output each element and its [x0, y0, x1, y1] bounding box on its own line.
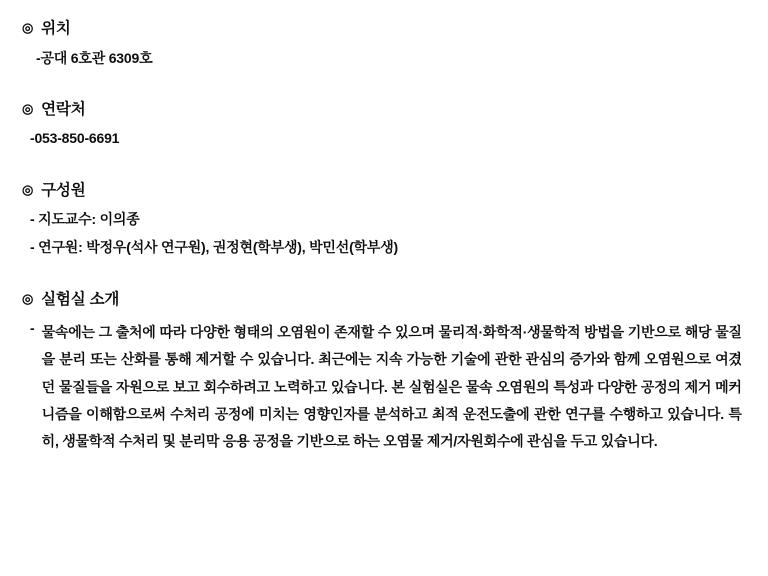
dash-marker-icon: -	[30, 320, 35, 337]
section-heading-lab-intro	[22, 291, 742, 310]
double-circle-bullet-icon: ◎	[22, 20, 34, 35]
contact-phone-line: -053-850-6691	[30, 130, 120, 147]
spacer	[22, 67, 742, 101]
spacer	[22, 228, 742, 238]
location-address-line: -공대 6호관 6309호	[36, 49, 153, 66]
spacer	[22, 257, 742, 291]
section-lab-intro	[22, 291, 742, 456]
spacer	[22, 119, 742, 129]
section-title-text: 위치	[41, 20, 71, 37]
lab-intro-paragraph-block	[30, 319, 742, 455]
double-circle-bullet-icon: ◎	[22, 181, 34, 197]
spacer	[22, 39, 742, 49]
section-title-text: 실험실 소개	[41, 290, 120, 308]
section-heading-contact	[22, 101, 742, 120]
spacer	[22, 148, 742, 182]
spacer	[22, 200, 742, 210]
section-title-text: 연락처	[41, 100, 86, 118]
lab-intro-paragraph-text: 물속에는 그 출처에 따라 다양한 형태의 오염원이 존재할 수 있으며 물리적·화학적·생물학적 방법을 기반으로 해당 물질을 분리 또는 산화를 통해 제거할 수 있습니다. 최근에는 지속 가능한 기술에 관한 관심의 증가와 함께 오염원으로 여겼던 물질들을 자원으로 보고 회수하려고 노력하고 있습니다. 본 실험실은 물속 오염원의 특성과 다양한 공정의 제거 메커니즘을 이해함으로써 수처리 공정에 미치는 영향인자를 분석하고 최적 운전도출에 관한 연구를 수행하고 있습니다. 특히, 생물학적 수처리 및 분리막 응용 공정을 기반으로 하는 오염물 제거/자원회수에 관심을 두고 있습니다.	[41, 324, 742, 450]
section-location	[22, 20, 742, 67]
section-contact	[22, 101, 742, 148]
member-researchers-line: - 연구원: 박정우(석사 연구원), 권정현(학부생), 박민선(학부생)	[30, 239, 398, 256]
double-circle-bullet-icon: ◎	[22, 290, 34, 306]
section-heading-members	[22, 182, 742, 201]
member-advisor-line: - 지도교수: 이의종	[30, 211, 140, 228]
double-circle-bullet-icon: ◎	[22, 100, 34, 116]
section-title-text: 구성원	[41, 181, 86, 199]
section-heading-location	[22, 20, 742, 39]
section-members	[22, 182, 742, 257]
